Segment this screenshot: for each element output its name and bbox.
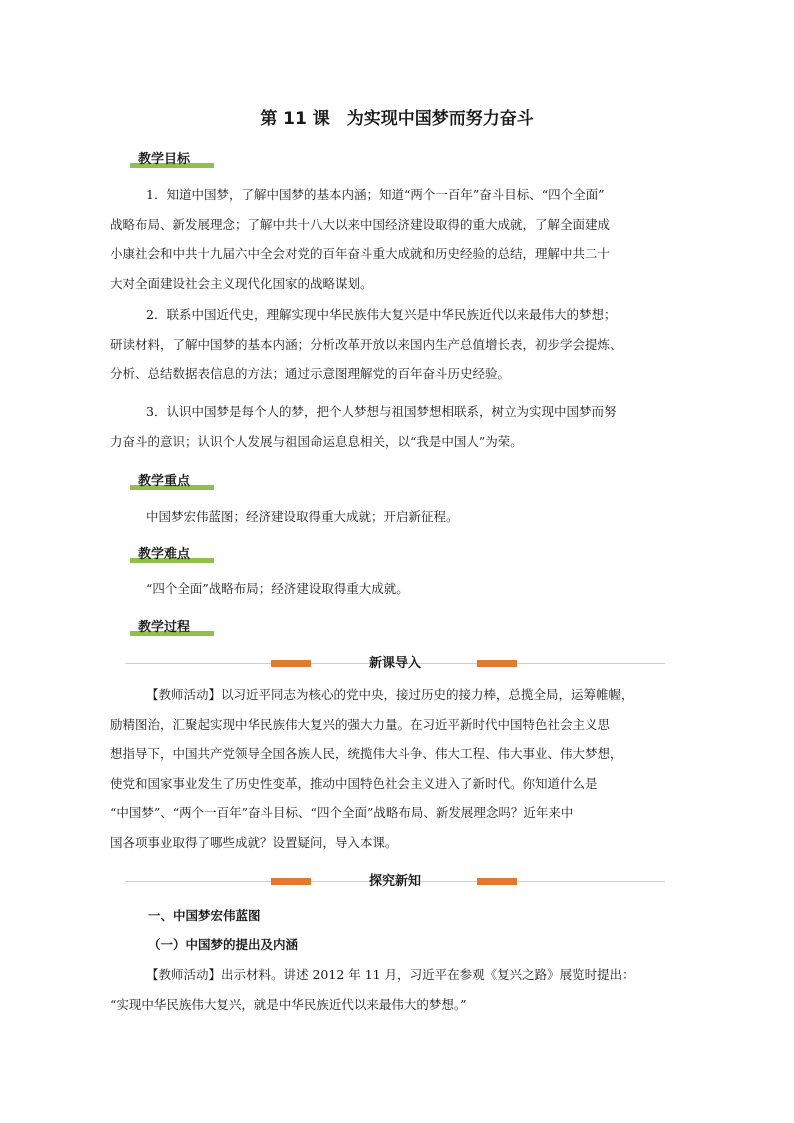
text-line: 小康社会和中共十九届六中全会对党的百年奋斗重大成就和历史经验的总结，理解中共二十 (110, 246, 611, 261)
divider-intro (125, 654, 665, 674)
subheading-dream-origin: （一）中国梦的提出及内涵 (148, 937, 299, 952)
text-line: “实现中华民族伟大复兴，就是中华民族近代以来最伟大的梦想。” (110, 996, 467, 1012)
text-line: 研读材料，了解中国梦的基本内涵；分析改革开放以来国内生产总值增长表，初步学会提炼、 (110, 336, 623, 352)
section-heading-difficulty (130, 543, 214, 565)
key-points-text (110, 502, 682, 532)
text-line: 使党和国家事业发生了历史性变革，推动中国特色社会主义进入了新时代。你知道什么是 (110, 775, 598, 791)
text-line: 励精图治，汇聚起实现中华民族伟大复兴的强大力量。在习近平新时代中国特色社会主义思 (110, 716, 611, 732)
text-line: 1．知道中国梦，了解中国梦的基本内涵；知道“两个一百年”奋斗目标、“四个全面” (146, 187, 605, 202)
text-line: 想指导下，中国共产党领导全国各族人民，统揽伟大斗争、伟大工程、伟大事业、伟大梦想， (110, 746, 623, 761)
explore-paragraph (110, 960, 682, 1019)
divider-explore (125, 872, 665, 892)
text-line: 2．联系中国近代史，理解实现中华民族伟大复兴是中华民族近代以来最伟大的梦想； (146, 307, 617, 322)
text-line: “四个全面”战略布局；经济建设取得重大成就。 (146, 581, 409, 596)
text-line: 中国梦宏伟蓝图；经济建设取得重大成就；开启新征程。 (146, 509, 459, 524)
intro-paragraph (110, 680, 682, 857)
page-title: 第 11 课 为实现中国梦而努力奋斗 (260, 109, 534, 129)
subheading-blueprint: 一、中国梦宏伟蓝图 (148, 908, 261, 923)
divider-heading: 探究新知 (368, 874, 421, 889)
difficulty-text (110, 574, 682, 604)
divider-heading: 新课导入 (368, 656, 421, 671)
goals-paragraph-2 (110, 300, 682, 389)
text-line: “中国梦”、“两个一百年”奋斗目标、“四个全面”战略布局、新发展理念吗？近年来中 (110, 805, 574, 820)
text-line: 力奋斗的意识；认识个人发展与祖国命运息息相关，以“我是中国人”为荣。 (110, 433, 523, 449)
goals-paragraph-3 (110, 397, 682, 456)
goals-paragraph-1 (110, 180, 682, 298)
section-heading-label: 教学难点 (138, 547, 191, 562)
section-heading-goals (130, 148, 214, 170)
section-heading-label: 教学重点 (138, 474, 191, 489)
section-heading-process (130, 616, 214, 638)
text-line: 3．认识中国梦是每个人的梦，把个人梦想与祖国梦想相联系，树立为实现中国梦而努 (146, 404, 617, 419)
text-line: 国各项事业取得了哪些成就？设置疑问，导入本课。 (110, 834, 398, 850)
text-line: 【教师活动】以习近平同志为核心的党中央，接过历史的接力棒，总揽全局，运筹帷幄， (146, 687, 634, 702)
text-line: 战略布局、新发展理念；了解中共十八大以来中国经济建设取得的重大成就，了解全面建成 (110, 216, 611, 232)
section-heading-label: 教学过程 (138, 620, 191, 635)
text-line: 【教师活动】出示材料。讲述 2012 年 11 月，习近平在参观《复兴之路》展览时提出： (146, 967, 635, 982)
section-heading-key (130, 470, 214, 492)
section-heading-label: 教学目标 (138, 152, 191, 167)
text-line: 大对全面建设社会主义现代化国家的战略谋划。 (110, 275, 373, 291)
text-line: 分析、总结数据表信息的方法；通过示意图理解党的百年奋斗历史经验。 (110, 366, 511, 381)
